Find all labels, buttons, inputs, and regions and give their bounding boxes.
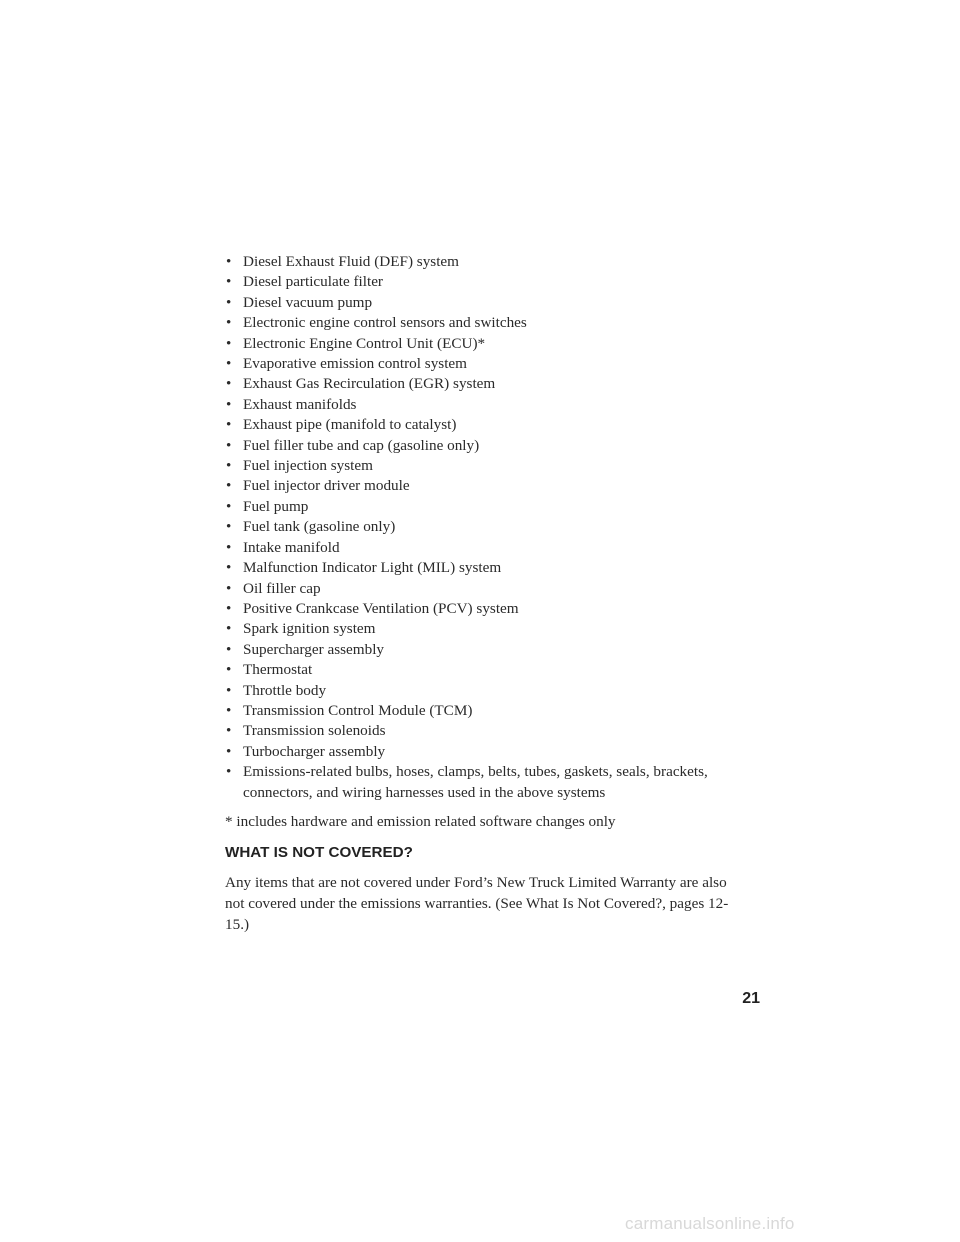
list-item <box>225 742 765 762</box>
list-item-text: Fuel pump <box>243 497 309 515</box>
page-number: 21 <box>742 990 760 1007</box>
list-item <box>225 640 765 660</box>
bullet-icon: • <box>226 497 232 515</box>
list-item-text: Transmission solenoids <box>243 722 386 740</box>
bullet-icon: • <box>226 579 232 597</box>
list-item-text: Electronic engine control sensors and switches <box>243 314 527 332</box>
list-item-text: Emissions-related bulbs, hoses, clamps, belts, tubes, gaskets, seals, brackets, connectors, and wiring harnesses used in the above systems <box>243 763 708 801</box>
list-item <box>225 252 765 272</box>
list-item <box>225 619 765 639</box>
list-item-text: Intake manifold <box>243 538 340 556</box>
list-item-text: Positive Crankcase Ventilation (PCV) system <box>243 599 519 617</box>
list-item-text: Oil filler cap <box>243 579 321 597</box>
list-item <box>225 762 765 803</box>
list-item <box>225 538 765 558</box>
bullet-icon: • <box>226 701 232 719</box>
bullet-icon: • <box>226 395 232 413</box>
bullet-icon: • <box>226 620 232 638</box>
bullet-icon: • <box>226 253 232 270</box>
list-item <box>225 476 765 496</box>
bullet-icon: • <box>226 681 232 699</box>
list-item-text: Electronic Engine Control Unit (ECU)* <box>243 334 486 352</box>
list-item-text: Supercharger assembly <box>243 640 385 658</box>
list-item <box>225 313 765 333</box>
list-item-text: Thermostat <box>243 661 313 679</box>
bullet-icon: • <box>226 477 232 495</box>
list-item-text: Fuel filler tube and cap (gasoline only) <box>243 436 480 454</box>
list-item-text: Exhaust Gas Recirculation (EGR) system <box>243 375 496 393</box>
bullet-icon: • <box>226 722 232 740</box>
list-item-text: Fuel injector driver module <box>243 477 410 495</box>
watermark-link[interactable]: carmanualsonline.info <box>625 1214 795 1233</box>
list-item <box>225 517 765 537</box>
list-item-text: Fuel tank (gasoline only) <box>243 518 396 536</box>
list-item-text: Malfunction Indicator Light (MIL) system <box>243 559 502 577</box>
bullet-icon: • <box>226 334 232 352</box>
bullet-icon: • <box>226 416 232 434</box>
section-paragraph: Any items that are not covered under Ford’s New Truck Limited Warranty are also not covered under the emissions warranties. (See What Is Not Covered?, pages 12-15.) <box>225 874 729 934</box>
section-heading: WHAT IS NOT COVERED? <box>225 844 413 862</box>
list-item <box>225 395 765 415</box>
list-item <box>225 558 765 578</box>
list-item <box>225 436 765 456</box>
bullet-icon: • <box>226 355 232 373</box>
list-item <box>225 660 765 680</box>
list-item-text: Throttle body <box>243 681 327 699</box>
list-item <box>225 415 765 435</box>
bullet-icon: • <box>226 457 232 475</box>
bullet-icon: • <box>226 436 232 454</box>
list-item <box>225 721 765 741</box>
list-item <box>225 456 765 476</box>
bullet-icon: • <box>226 375 232 393</box>
bullet-icon: • <box>226 599 232 617</box>
bullet-icon: • <box>226 763 232 781</box>
list-item-text: Diesel particulate filter <box>243 273 383 291</box>
list-item <box>225 701 765 721</box>
list-item-text: Exhaust manifolds <box>243 395 357 413</box>
list-item-text: Transmission Control Module (TCM) <box>243 701 473 719</box>
list-item <box>225 293 765 313</box>
list-item <box>225 272 765 292</box>
list-item-text: Diesel vacuum pump <box>243 293 373 311</box>
list-item <box>225 497 765 517</box>
list-item <box>225 334 765 354</box>
bullet-icon: • <box>226 293 232 311</box>
bullet-icon: • <box>226 273 232 291</box>
covered-parts-list <box>225 252 765 803</box>
list-item-text: Fuel injection system <box>243 457 373 475</box>
list-item <box>225 374 765 394</box>
bullet-icon: • <box>226 742 232 760</box>
footnote: * includes hardware and emission related software changes only <box>225 812 616 830</box>
list-item <box>225 354 765 374</box>
bullet-icon: • <box>226 640 232 658</box>
list-item-text: Exhaust pipe (manifold to catalyst) <box>243 416 457 434</box>
list-item-text: Evaporative emission control system <box>243 355 467 373</box>
bullet-icon: • <box>226 314 232 332</box>
bullet-icon: • <box>226 559 232 577</box>
list-item <box>225 681 765 701</box>
list-item <box>225 599 765 619</box>
document-body <box>225 252 765 935</box>
list-item-text: Turbocharger assembly <box>243 742 386 760</box>
list-item-text: Spark ignition system <box>243 620 376 638</box>
bullet-icon: • <box>226 661 232 679</box>
bullet-icon: • <box>226 538 232 556</box>
list-item-text: Diesel Exhaust Fluid (DEF) system <box>243 253 459 270</box>
bullet-icon: • <box>226 518 232 536</box>
list-item <box>225 579 765 599</box>
